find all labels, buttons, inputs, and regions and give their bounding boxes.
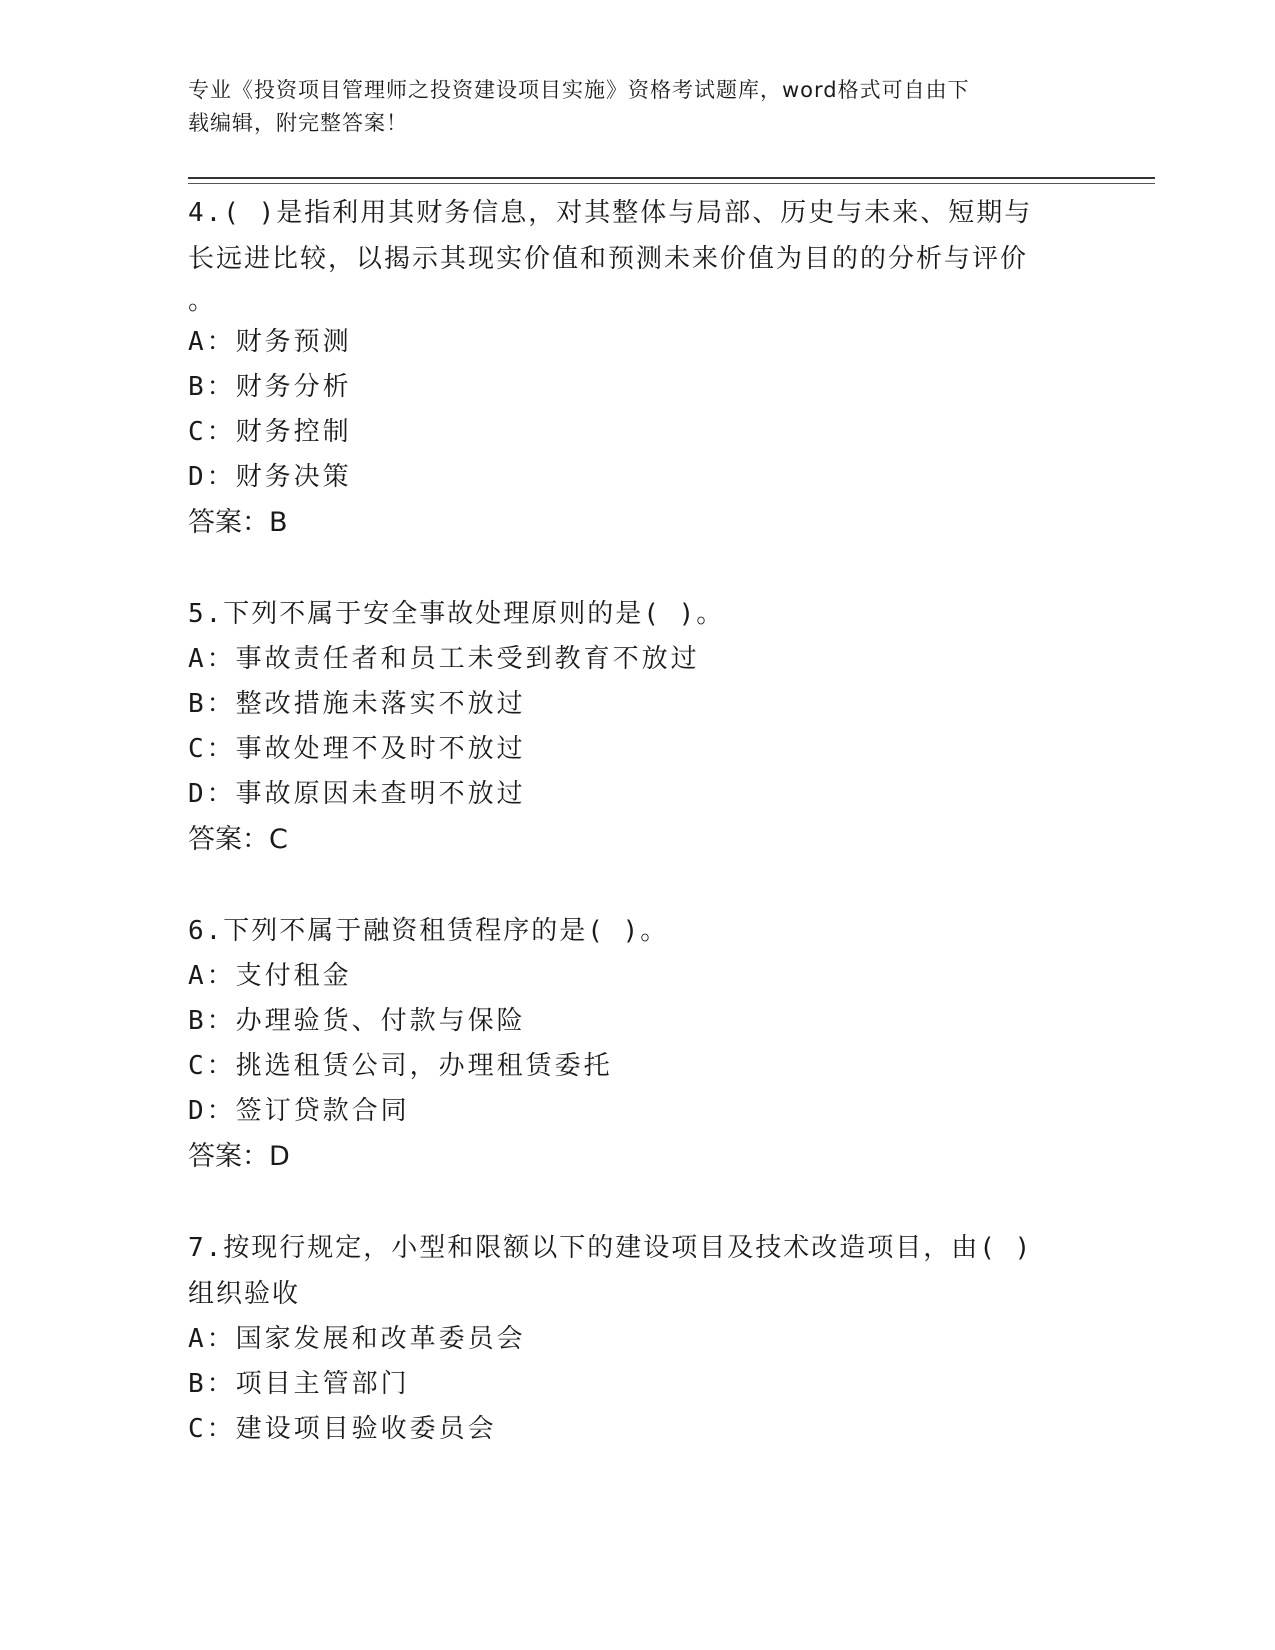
option-b: B：整改措施未落实不放过 [188,689,526,719]
option-a: A：国家发展和改革委员会 [188,1324,526,1354]
header-divider-thick [188,177,1155,179]
answer-line: 答案：C [188,824,288,855]
question-stem: 7.按现行规定，小型和限额以下的建设项目及技术改造项目，由( ) [188,1233,1033,1263]
option-d: D：签订贷款合同 [188,1096,410,1126]
header-divider-thin [188,183,1155,184]
option-c: C：挑选租赁公司，办理租赁委托 [188,1051,613,1081]
question-stem: 5.下列不属于安全事故处理原则的是( )。 [188,599,725,629]
option-d: D：事故原因未查明不放过 [188,779,526,809]
question-stem: 长远进比较，以揭示其现实价值和预测未来价值为目的的分析与评价 [188,244,1029,274]
question-5 [188,591,1088,863]
spacer [188,1180,1088,1225]
option-c: C：事故处理不及时不放过 [188,734,526,764]
question-stem: 6.下列不属于融资租赁程序的是( )。 [188,916,669,946]
option-c: C：财务控制 [188,417,352,447]
header-line-1: 专业《投资项目管理师之投资建设项目实施》资格考试题库，word格式可自由下 [188,78,970,102]
question-stem: 组织验收 [188,1279,301,1309]
question-7 [188,1225,1088,1452]
header-line-2: 载编辑，附完整答案！ [188,111,408,135]
option-b: B：项目主管部门 [188,1369,410,1399]
question-list [188,190,1088,1452]
spacer [188,863,1088,908]
question-4 [188,190,1088,546]
option-a: A：事故责任者和员工未受到教育不放过 [188,644,700,674]
question-stem: 4.( )是指利用其财务信息，对其整体与局部、历史与未来、短期与 [188,198,1033,228]
option-a: A：财务预测 [188,327,352,357]
answer-line: 答案：D [188,1141,290,1172]
option-a: A：支付租金 [188,961,352,991]
question-6 [188,908,1088,1180]
option-d: D：财务决策 [188,462,352,492]
option-b: B：财务分析 [188,372,352,402]
option-b: B：办理验货、付款与保险 [188,1006,526,1036]
option-c: C：建设项目验收委员会 [188,1414,497,1444]
answer-line: 答案：B [188,507,288,538]
spacer [188,546,1088,591]
document-header [188,74,1088,140]
question-stem: 。 [188,286,215,316]
